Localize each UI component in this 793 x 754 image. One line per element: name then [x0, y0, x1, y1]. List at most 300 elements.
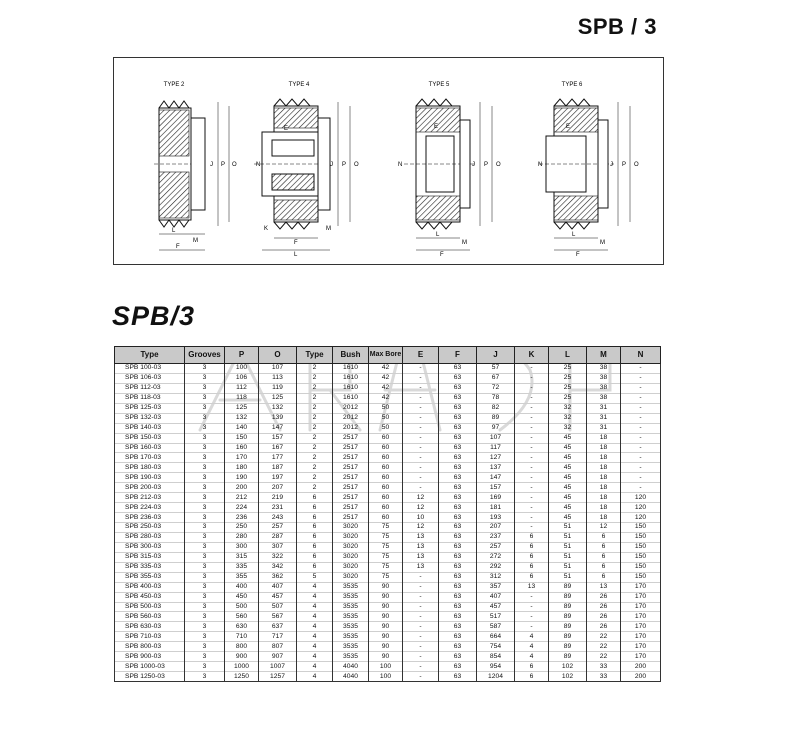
table-cell: 587	[477, 622, 515, 632]
table-cell: 150	[621, 562, 661, 572]
table-row	[115, 383, 661, 393]
table-cell: 3	[185, 403, 225, 413]
table-cell: 2517	[333, 473, 369, 483]
table-cell: 45	[549, 473, 587, 483]
table-cell: 3	[185, 622, 225, 632]
table-cell: SPB 280-03	[115, 532, 185, 542]
table-cell: 63	[439, 652, 477, 662]
table-cell: 3	[185, 373, 225, 383]
table-cell: 717	[259, 632, 297, 642]
table-cell: 457	[259, 592, 297, 602]
table-cell: 4040	[333, 662, 369, 672]
type5-dim-e: E	[434, 124, 439, 130]
table-cell: 82	[477, 403, 515, 413]
table-cell: 3	[185, 423, 225, 433]
table-cell: 90	[369, 652, 403, 662]
table-row	[115, 622, 661, 632]
table-cell: 90	[369, 612, 403, 622]
table-cell: 60	[369, 493, 403, 503]
table-cell: 231	[259, 503, 297, 513]
table-cell: 6	[515, 532, 549, 542]
table-cell: 26	[587, 602, 621, 612]
table-cell: -	[621, 403, 661, 413]
table-cell: 4	[297, 652, 333, 662]
table-cell: 63	[439, 523, 477, 533]
table-cell: -	[515, 612, 549, 622]
table-cell: 5	[297, 572, 333, 582]
table-cell: 63	[439, 542, 477, 552]
table-cell: 60	[369, 473, 403, 483]
table-cell: 150	[621, 532, 661, 542]
table-cell: 157	[259, 433, 297, 443]
table-cell: 42	[369, 373, 403, 383]
table-cell: 1610	[333, 364, 369, 374]
table-row	[115, 443, 661, 453]
table-cell: 157	[477, 483, 515, 493]
type6-label: TYPE 6	[561, 82, 583, 88]
table-cell: 207	[477, 523, 515, 533]
table-cell: 6	[515, 572, 549, 582]
pulley-drawings	[114, 58, 663, 264]
table-cell: 954	[477, 662, 515, 672]
table-cell: 4	[297, 632, 333, 642]
type2-dim-m: M	[193, 238, 198, 244]
table-row	[115, 463, 661, 473]
table-cell: 170	[621, 652, 661, 662]
table-cell: 3	[185, 652, 225, 662]
table-cell: 63	[439, 383, 477, 393]
table-cell: -	[515, 403, 549, 413]
table-row	[115, 433, 661, 443]
table-cell: -	[515, 463, 549, 473]
table-cell: -	[403, 632, 439, 642]
table-cell: -	[621, 473, 661, 483]
table-cell: -	[403, 602, 439, 612]
table-cell: 63	[439, 592, 477, 602]
table-cell: 18	[587, 463, 621, 473]
table-cell: 107	[259, 364, 297, 374]
table-cell: 63	[439, 612, 477, 622]
table-cell: 407	[477, 592, 515, 602]
table-cell: 38	[587, 373, 621, 383]
table-cell: -	[621, 463, 661, 473]
table-cell: 45	[549, 453, 587, 463]
table-cell: 400	[225, 582, 259, 592]
table-cell: -	[515, 493, 549, 503]
table-cell: 89	[477, 413, 515, 423]
table-cell: 630	[225, 622, 259, 632]
table-cell: 335	[225, 562, 259, 572]
table-cell: 2517	[333, 503, 369, 513]
table-cell: 13	[403, 532, 439, 542]
table-cell: 3020	[333, 552, 369, 562]
table-cell: 42	[369, 393, 403, 403]
table-cell: -	[515, 364, 549, 374]
table-cell: 237	[477, 532, 515, 542]
table-cell: 89	[549, 582, 587, 592]
table-cell: -	[515, 622, 549, 632]
table-cell: 3535	[333, 582, 369, 592]
table-cell: 26	[587, 622, 621, 632]
table-cell: 2517	[333, 483, 369, 493]
table-cell: 312	[477, 572, 515, 582]
table-cell: 89	[549, 632, 587, 642]
table-cell: 3	[185, 463, 225, 473]
table-row	[115, 602, 661, 612]
table-cell: 200	[225, 483, 259, 493]
table-cell: 137	[477, 463, 515, 473]
table-cell: 89	[549, 612, 587, 622]
table-cell: 22	[587, 642, 621, 652]
type6-dim-j: J	[610, 162, 613, 168]
table-cell: 3	[185, 542, 225, 552]
table-cell: 307	[259, 542, 297, 552]
table-cell: 3	[185, 393, 225, 403]
table-cell: 190	[225, 473, 259, 483]
table-cell: 12	[403, 523, 439, 533]
table-cell: 13	[403, 542, 439, 552]
table-row	[115, 572, 661, 582]
table-cell: 3	[185, 572, 225, 582]
table-cell: SPB 800-03	[115, 642, 185, 652]
type5-dim-l: L	[436, 232, 440, 238]
table-row	[115, 592, 661, 602]
table-cell: 51	[549, 552, 587, 562]
table-cell: 322	[259, 552, 297, 562]
spec-table	[114, 346, 661, 682]
table-cell: 1257	[259, 672, 297, 682]
table-cell: 219	[259, 493, 297, 503]
table-cell: 45	[549, 493, 587, 503]
type4-drawing	[254, 82, 359, 258]
table-cell: 3	[185, 453, 225, 463]
col-header-e: E	[403, 347, 439, 364]
table-cell: 33	[587, 662, 621, 672]
table-cell: 170	[621, 622, 661, 632]
table-cell: 567	[259, 612, 297, 622]
type6-dim-n: N	[538, 162, 543, 168]
table-cell: 4	[297, 602, 333, 612]
table-cell: -	[403, 582, 439, 592]
table-cell: 89	[549, 622, 587, 632]
table-cell: 31	[587, 403, 621, 413]
table-cell: 2	[297, 443, 333, 453]
table-cell: 18	[587, 513, 621, 523]
table-row	[115, 413, 661, 423]
table-cell: 63	[439, 373, 477, 383]
table-cell: 664	[477, 632, 515, 642]
table-cell: 315	[225, 552, 259, 562]
table-cell: SPB 335-03	[115, 562, 185, 572]
table-cell: -	[515, 523, 549, 533]
table-cell: 63	[439, 453, 477, 463]
type5-dim-j: J	[472, 162, 475, 168]
table-cell: -	[403, 423, 439, 433]
table-cell: 72	[477, 383, 515, 393]
table-cell: 4040	[333, 672, 369, 682]
table-cell: 60	[369, 463, 403, 473]
table-cell: 132	[259, 403, 297, 413]
table-cell: 50	[369, 413, 403, 423]
table-cell: 4	[297, 592, 333, 602]
table-cell: 31	[587, 423, 621, 433]
table-cell: 6	[515, 542, 549, 552]
table-cell: 177	[259, 453, 297, 463]
type4-dim-l: L	[294, 252, 298, 258]
table-cell: 6	[297, 532, 333, 542]
table-cell: SPB 450-03	[115, 592, 185, 602]
table-cell: 6	[297, 513, 333, 523]
table-cell: 63	[439, 662, 477, 672]
table-cell: 51	[549, 562, 587, 572]
table-cell: 120	[621, 503, 661, 513]
table-cell: 250	[225, 523, 259, 533]
table-cell: 4	[297, 662, 333, 672]
table-cell: 3	[185, 612, 225, 622]
table-cell: 500	[225, 602, 259, 612]
col-header-o: O	[259, 347, 297, 364]
table-cell: 3020	[333, 562, 369, 572]
table-cell: 63	[439, 632, 477, 642]
table-cell: 90	[369, 602, 403, 612]
table-cell: SPB 224-03	[115, 503, 185, 513]
table-row	[115, 582, 661, 592]
table-cell: 167	[259, 443, 297, 453]
table-cell: 42	[369, 364, 403, 374]
table-cell: 1250	[225, 672, 259, 682]
table-cell: 2012	[333, 413, 369, 423]
table-cell: 18	[587, 493, 621, 503]
table-cell: -	[515, 503, 549, 513]
table-cell: 89	[549, 652, 587, 662]
type2-dim-p: P	[221, 162, 226, 168]
table-cell: -	[403, 463, 439, 473]
table-cell: 63	[439, 602, 477, 612]
table-cell: SPB 500-03	[115, 602, 185, 612]
table-cell: 3535	[333, 652, 369, 662]
table-cell: 170	[621, 612, 661, 622]
table-cell: -	[515, 443, 549, 453]
table-cell: 300	[225, 542, 259, 552]
table-cell: 90	[369, 642, 403, 652]
table-cell: -	[403, 572, 439, 582]
col-header-k: K	[515, 347, 549, 364]
table-cell: -	[403, 612, 439, 622]
table-cell: 170	[621, 642, 661, 652]
table-cell: 2517	[333, 513, 369, 523]
col-header-grooves: Grooves	[185, 347, 225, 364]
technical-drawing-panel	[113, 57, 664, 265]
table-cell: 6	[297, 552, 333, 562]
table-cell: 355	[225, 572, 259, 582]
table-cell: 292	[477, 562, 515, 572]
table-row	[115, 552, 661, 562]
table-cell: 1007	[259, 662, 297, 672]
table-cell: 6	[515, 562, 549, 572]
table-cell: 38	[587, 393, 621, 403]
table-cell: 3	[185, 532, 225, 542]
table-cell: 257	[477, 542, 515, 552]
table-cell: 32	[549, 403, 587, 413]
table-cell: 6	[515, 552, 549, 562]
type6-dim-e: E	[566, 124, 571, 130]
table-cell: 3	[185, 493, 225, 503]
table-cell: 18	[587, 433, 621, 443]
table-body	[115, 364, 661, 682]
type5-dim-f: F	[440, 252, 444, 258]
table-cell: 457	[477, 602, 515, 612]
table-cell: 6	[297, 542, 333, 552]
table-cell: -	[403, 373, 439, 383]
table-cell: 3535	[333, 642, 369, 652]
table-cell: 63	[439, 513, 477, 523]
table-cell: 3020	[333, 572, 369, 582]
table-cell: 63	[439, 582, 477, 592]
table-cell: SPB 630-03	[115, 622, 185, 632]
table-cell: 1610	[333, 393, 369, 403]
table-row	[115, 652, 661, 662]
table-cell: 33	[587, 672, 621, 682]
table-cell: 63	[439, 493, 477, 503]
table-cell: 60	[369, 483, 403, 493]
table-cell: 63	[439, 463, 477, 473]
table-row	[115, 393, 661, 403]
table-cell: 287	[259, 532, 297, 542]
table-cell: -	[403, 662, 439, 672]
table-cell: 63	[439, 622, 477, 632]
table-cell: 42	[369, 383, 403, 393]
table-row	[115, 532, 661, 542]
table-cell: 181	[477, 503, 515, 513]
table-cell: -	[403, 364, 439, 374]
table-cell: 75	[369, 552, 403, 562]
table-cell: SPB 106-03	[115, 373, 185, 383]
table-cell: 224	[225, 503, 259, 513]
table-cell: 3535	[333, 632, 369, 642]
col-header-m: M	[587, 347, 621, 364]
type4-dim-m: M	[326, 226, 331, 232]
table-cell: 3	[185, 632, 225, 642]
table-cell: 75	[369, 542, 403, 552]
table-cell: -	[621, 383, 661, 393]
type2-dim-l: L	[172, 228, 176, 234]
table-cell: 12	[403, 493, 439, 503]
table-row	[115, 503, 661, 513]
table-cell: 63	[439, 532, 477, 542]
table-cell: 2517	[333, 443, 369, 453]
table-cell: 4	[515, 652, 549, 662]
table-cell: -	[403, 453, 439, 463]
type6-dim-o: O	[634, 162, 639, 168]
type4-dim-p: P	[342, 162, 347, 168]
table-cell: 2517	[333, 493, 369, 503]
table-cell: 45	[549, 433, 587, 443]
table-cell: 25	[549, 383, 587, 393]
table-cell: 125	[259, 393, 297, 403]
table-cell: -	[515, 453, 549, 463]
table-cell: 854	[477, 652, 515, 662]
table-cell: 1204	[477, 672, 515, 682]
table-cell: 4	[515, 642, 549, 652]
table-cell: 97	[477, 423, 515, 433]
type2-dim-o: O	[232, 162, 237, 168]
table-cell: 357	[477, 582, 515, 592]
table-cell: 2	[297, 463, 333, 473]
table-cell: 45	[549, 483, 587, 493]
section-title: SPB/3	[112, 301, 196, 331]
table-cell: SPB 125-03	[115, 403, 185, 413]
table-cell: 2	[297, 433, 333, 443]
type6-dim-p: P	[622, 162, 627, 168]
table-cell: 907	[259, 652, 297, 662]
table-cell: 212	[225, 493, 259, 503]
table-cell: 170	[225, 453, 259, 463]
table-row	[115, 453, 661, 463]
type5-dim-m: M	[462, 240, 467, 246]
table-cell: SPB 300-03	[115, 542, 185, 552]
col-header-type-no: Type	[297, 347, 333, 364]
table-cell: 22	[587, 632, 621, 642]
table-cell: 2	[297, 364, 333, 374]
table-cell: 6	[297, 523, 333, 533]
table-cell: 2517	[333, 453, 369, 463]
table-cell: 2	[297, 473, 333, 483]
table-cell: 6	[587, 542, 621, 552]
table-row	[115, 364, 661, 374]
table-cell: SPB 1250-03	[115, 672, 185, 682]
type2-drawing	[154, 82, 237, 250]
table-cell: 3	[185, 513, 225, 523]
type4-dim-f: F	[294, 240, 298, 246]
table-cell: SPB 710-03	[115, 632, 185, 642]
table-cell: 2	[297, 453, 333, 463]
col-header-max-bore: Max Bore	[369, 347, 403, 364]
table-header-row	[115, 347, 661, 364]
table-cell: 560	[225, 612, 259, 622]
table-cell: SPB 200-03	[115, 483, 185, 493]
table-cell: 800	[225, 642, 259, 652]
table-cell: 63	[439, 642, 477, 652]
table-cell: 3	[185, 672, 225, 682]
table-cell: 63	[439, 393, 477, 403]
table-cell: SPB 212-03	[115, 493, 185, 503]
table-cell: -	[403, 393, 439, 403]
table-row	[115, 473, 661, 483]
table-cell: 3	[185, 413, 225, 423]
table-cell: SPB 250-03	[115, 523, 185, 533]
table-cell: 637	[259, 622, 297, 632]
table-cell: 2517	[333, 433, 369, 443]
table-cell: 170	[621, 582, 661, 592]
table-cell: SPB 236-03	[115, 513, 185, 523]
table-cell: SPB 112-03	[115, 383, 185, 393]
type4-dim-k: K	[264, 226, 269, 232]
table-cell: 6	[587, 562, 621, 572]
table-cell: 4	[297, 672, 333, 682]
table-cell: 51	[549, 572, 587, 582]
table-cell: 207	[259, 483, 297, 493]
table-cell: 450	[225, 592, 259, 602]
table-cell: 63	[439, 443, 477, 453]
table-cell: 3535	[333, 602, 369, 612]
table-cell: 3	[185, 503, 225, 513]
table-cell: -	[515, 602, 549, 612]
type6-dim-f: F	[576, 252, 580, 258]
table-cell: 147	[477, 473, 515, 483]
table-cell: SPB 400-03	[115, 582, 185, 592]
col-header-n: N	[621, 347, 661, 364]
table-cell: -	[403, 672, 439, 682]
